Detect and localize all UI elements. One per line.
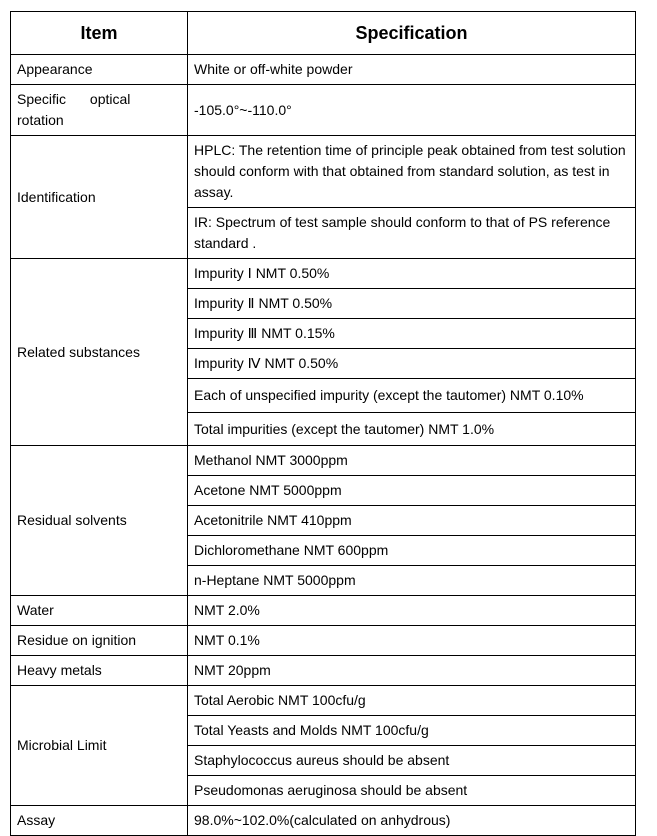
- table-row: [11, 55, 636, 85]
- spec-microbial: Staphylococcus aureus should be absent: [188, 746, 636, 776]
- header-row: [11, 12, 636, 55]
- item-residual-solvents: Residual solvents: [11, 446, 188, 596]
- spec-residual-solvent: Acetonitrile NMT 410ppm: [188, 506, 636, 536]
- spec-water: NMT 2.0%: [188, 596, 636, 626]
- spec-microbial: Pseudomonas aeruginosa should be absent: [188, 776, 636, 806]
- item-heavy-metals: Heavy metals: [11, 656, 188, 686]
- spec-residual-solvent: n-Heptane NMT 5000ppm: [188, 566, 636, 596]
- table-row: [11, 656, 636, 686]
- table-row: [11, 136, 636, 208]
- spec-assay: 98.0%~102.0%(calculated on anhydrous): [188, 806, 636, 836]
- table-row: [11, 446, 636, 476]
- item-assay: Assay: [11, 806, 188, 836]
- table-row: [11, 259, 636, 289]
- spec-microbial: Total Yeasts and Molds NMT 100cfu/g: [188, 716, 636, 746]
- header-specification: Specification: [188, 12, 636, 55]
- table-row: [11, 596, 636, 626]
- spec-identification-ir: IR: Spectrum of test sample should conform to that of PS reference standard .: [188, 208, 636, 259]
- specification-table: [10, 11, 636, 836]
- spec-related-substance: Total impurities (except the tautomer) NMT 1.0%: [188, 413, 636, 446]
- item-water: Water: [11, 596, 188, 626]
- table-row: [11, 626, 636, 656]
- table-row: [11, 806, 636, 836]
- spec-optical-rotation: -105.0°~-110.0°: [188, 85, 636, 136]
- spec-residual-solvent: Methanol NMT 3000ppm: [188, 446, 636, 476]
- spec-residual-solvent: Acetone NMT 5000ppm: [188, 476, 636, 506]
- table-row: [11, 686, 636, 716]
- spec-related-substance: Impurity Ⅳ NMT 0.50%: [188, 349, 636, 379]
- spec-heavy-metals: NMT 20ppm: [188, 656, 636, 686]
- item-optical-rotation: Specific optical rotation: [11, 85, 188, 136]
- table-row: [11, 85, 636, 136]
- spec-residue-on-ignition: NMT 0.1%: [188, 626, 636, 656]
- item-residue-on-ignition: Residue on ignition: [11, 626, 188, 656]
- spec-related-substance: Impurity Ⅱ NMT 0.50%: [188, 289, 636, 319]
- spec-identification-hplc: HPLC: The retention time of principle peak obtained from test solution should conform with that obtained from standard solution, as test in assay.: [188, 136, 636, 208]
- item-identification: Identification: [11, 136, 188, 259]
- item-related-substances: Related substances: [11, 259, 188, 446]
- spec-related-substance: Impurity Ⅲ NMT 0.15%: [188, 319, 636, 349]
- spec-appearance: White or off-white powder: [188, 55, 636, 85]
- spec-related-substance: Each of unspecified impurity (except the tautomer) NMT 0.10%: [188, 379, 636, 413]
- spec-microbial: Total Aerobic NMT 100cfu/g: [188, 686, 636, 716]
- header-item: Item: [11, 12, 188, 55]
- spec-residual-solvent: Dichloromethane NMT 600ppm: [188, 536, 636, 566]
- spec-related-substance: Impurity Ⅰ NMT 0.50%: [188, 259, 636, 289]
- item-appearance: Appearance: [11, 55, 188, 85]
- item-microbial-limit: Microbial Limit: [11, 686, 188, 806]
